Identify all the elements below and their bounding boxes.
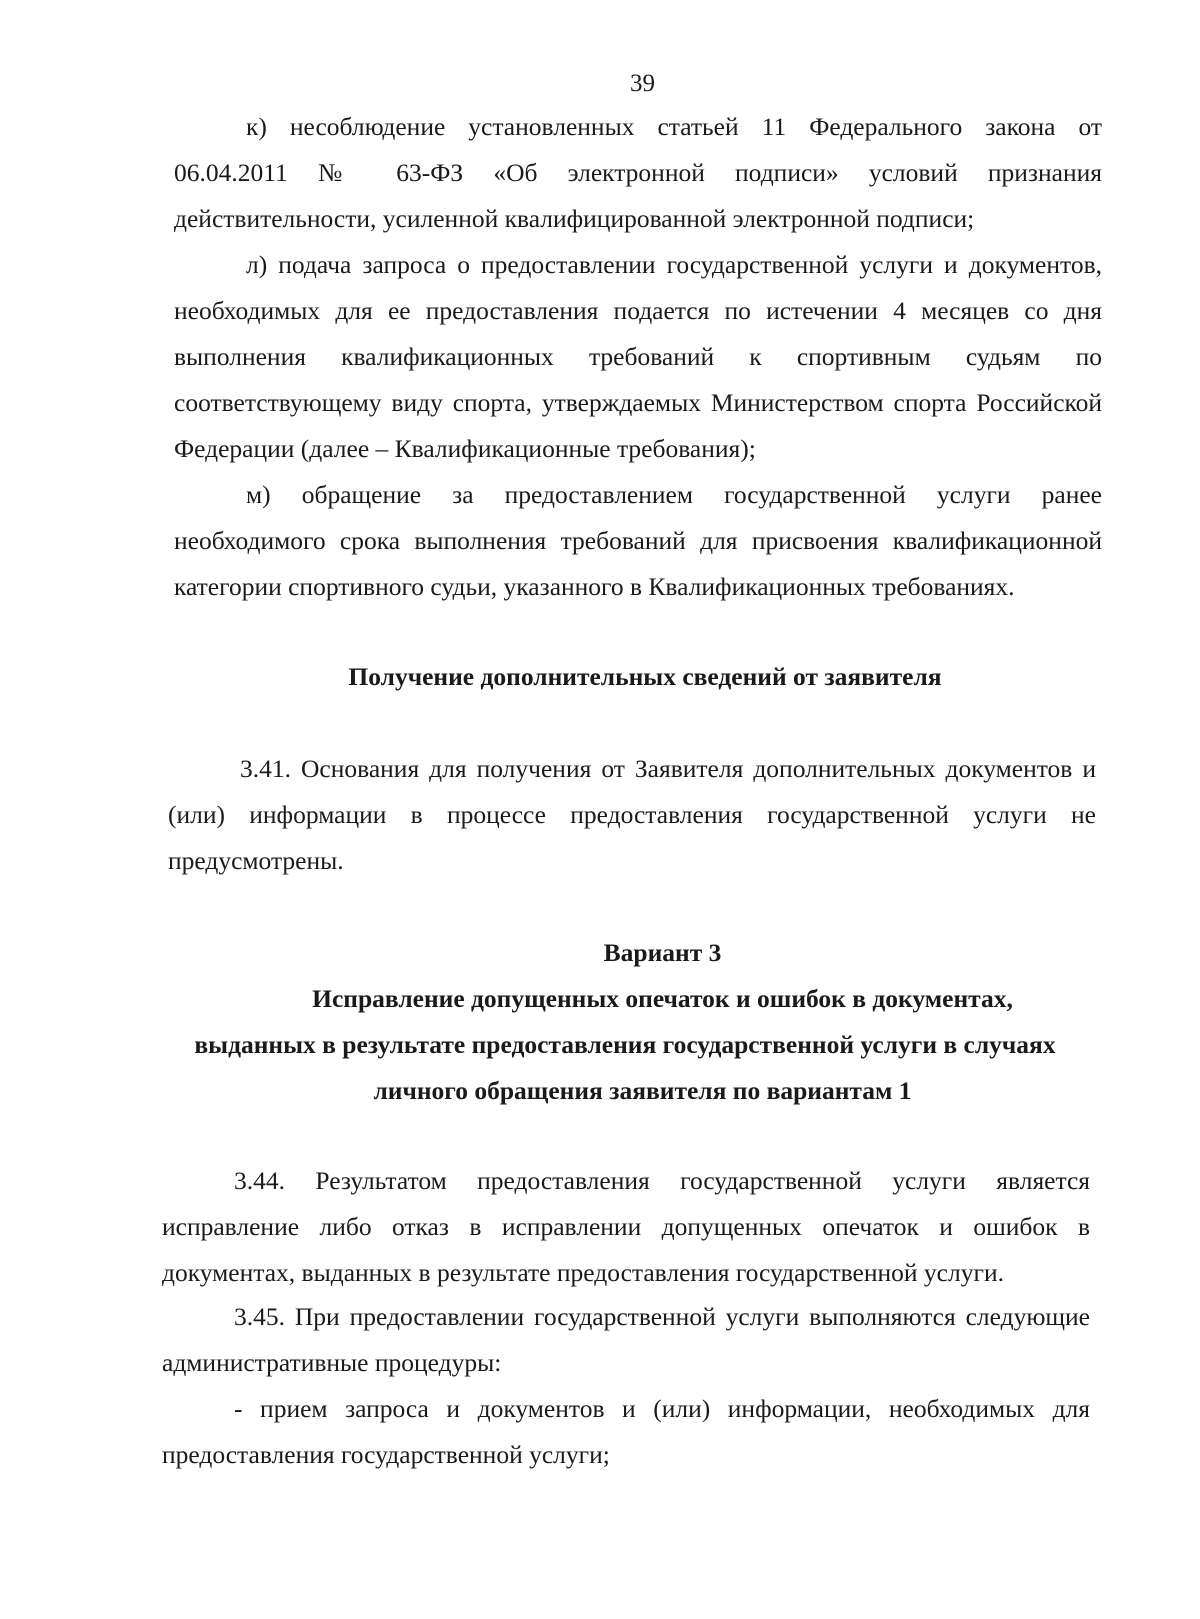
variant-heading: Вариант 3 — [603, 938, 722, 967]
page-number: 39 — [630, 70, 655, 97]
paragraph-3-41: 3.41. Основания для получения от Заявителя дополнительных документов и (или) информации в процессе предоставления государственной услуги не предусмотрены. — [168, 754, 1096, 875]
variant-title-line1: Исправление допущенных опечаток и ошибок в документах, — [312, 984, 1013, 1013]
section-heading-additional-info: Получение дополнительных сведений от заявителя — [348, 662, 942, 691]
variant-title-line3: личного обращения заявителя по вариантам 1 — [373, 1076, 912, 1105]
paragraph-3-45: 3.45. При предоставлении государственной услуги выполняются следующие административные процедуры: — [162, 1302, 1090, 1377]
paragraph-m: м) обращение за предоставлением государственной услуги ранее необходимого срока выполнения требований для присвоения квалификационной категории спортивного судьи, указанного в Квалификационных требованиях. — [174, 480, 1102, 601]
paragraph-3-44: 3.44. Результатом предоставления государственной услуги является исправление либо отказ в исправлении допущенных опечаток и ошибок в документах, выданных в результате предоставления государственной услуги. — [162, 1166, 1090, 1287]
list-item-reception: - прием запроса и документов и (или) информации, необходимых для предоставления государственной услуги; — [162, 1394, 1090, 1469]
variant-title-line2: выданных в результате предоставления государственной услуги в случаях — [194, 1030, 1056, 1059]
paragraph-l: л) подача запроса о предоставлении государственной услуги и документов, необходимых для ее предоставления подается по истечении 4 месяцев со дня выполнения квалификационных требований к спортивным судьям по соответствующему виду спорта, утверждаемых Министерством спорта Российской Федерации (далее – Квалификационные требования); — [174, 250, 1102, 463]
paragraph-k: к) несоблюдение установленных статьей 11 Федерального закона от 06.04.2011 № 63-ФЗ «Об электронной подписи» условий признания действительности, усиленной квалифицированной электронной подписи; — [174, 112, 1102, 233]
